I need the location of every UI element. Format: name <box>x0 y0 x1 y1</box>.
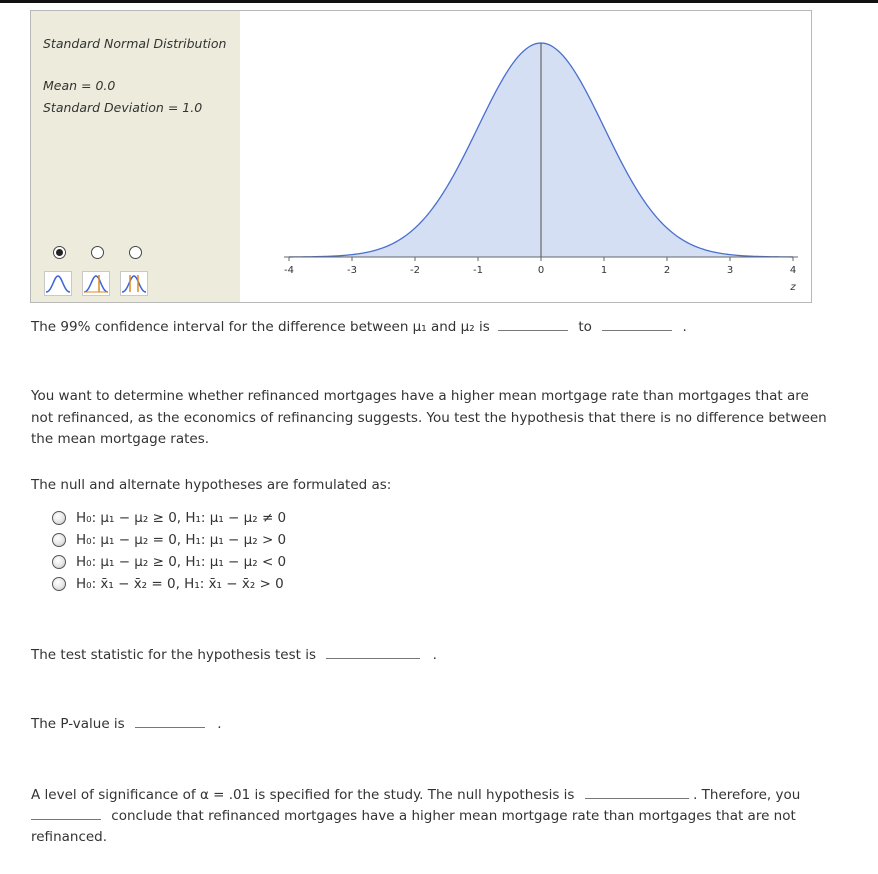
x-tick-label: -1 <box>473 265 483 276</box>
radio-button[interactable] <box>52 555 66 569</box>
mean-label: Mean = 0.0 <box>43 78 116 93</box>
test-statistic-input[interactable] <box>326 644 420 659</box>
ci-text: The 99% confidence interval for the difference between μ₁ and μ₂ is <box>31 319 490 335</box>
hypothesis-option-text: H₀: μ₁ − μ₂ = 0, H₁: μ₁ − μ₂ > 0 <box>76 532 287 548</box>
view-radio-left-tail[interactable] <box>91 246 104 259</box>
ci-lower-input[interactable] <box>498 316 568 331</box>
left-tail-icon[interactable] <box>82 271 110 296</box>
pvalue-text: The P-value is <box>31 716 125 732</box>
radio-button[interactable] <box>52 511 66 525</box>
ci-to-label: to <box>578 319 592 335</box>
distribution-side-panel <box>31 11 240 302</box>
ci-question <box>31 316 687 337</box>
null-hypothesis-decision-dropdown[interactable] <box>585 784 689 799</box>
test-statistic-question <box>31 644 437 665</box>
sd-label: Standard Deviation = 1.0 <box>43 100 203 115</box>
hypotheses-intro: The null and alternate hypotheses are formulated as: <box>31 477 392 493</box>
x-axis-label: z <box>790 282 796 293</box>
test-statistic-text: The test statistic for the hypothesis test is <box>31 647 316 663</box>
view-radio-two-tail[interactable] <box>129 246 142 259</box>
normal-distribution-chart <box>241 11 811 302</box>
significance-line-2 <box>31 805 796 826</box>
distribution-widget <box>30 10 812 303</box>
significance-line-3: refinanced. <box>31 829 108 845</box>
x-tick-label: 2 <box>663 265 671 276</box>
hypothesis-option-text: H₀: x̄₁ − x̄₂ = 0, H₁: x̄₁ − x̄₂ > 0 <box>76 576 284 592</box>
normal-curve-icon[interactable] <box>44 271 72 296</box>
x-tick-label: -4 <box>284 265 294 276</box>
significance-line-1 <box>31 784 800 805</box>
x-tick-label: 1 <box>600 265 608 276</box>
ci-end-period: . <box>682 319 687 335</box>
pvalue-end: . <box>217 716 222 732</box>
x-tick-label: 0 <box>537 265 545 276</box>
conclusion-text: conclude that refinanced mortgages have a higher mean mortgage rate than mortgages that are not <box>111 808 796 824</box>
conclusion-dropdown[interactable] <box>31 805 101 820</box>
significance-therefore: . Therefore, you <box>693 787 801 803</box>
pvalue-input[interactable] <box>135 713 205 728</box>
test-statistic-end: . <box>432 647 437 663</box>
hypothesis-option-text: H₀: μ₁ − μ₂ ≥ 0, H₁: μ₁ − μ₂ ≠ 0 <box>76 510 287 526</box>
two-tail-icon[interactable] <box>120 271 148 296</box>
x-tick-label: -2 <box>410 265 420 276</box>
x-tick-label: 4 <box>789 265 797 276</box>
ci-upper-input[interactable] <box>602 316 672 331</box>
top-border <box>0 0 878 3</box>
distribution-title: Standard Normal Distribution <box>43 36 227 51</box>
scenario-text: You want to determine whether refinanced mortgages have a higher mean mortgage rate than mortgages that are not refinanced, as the economics of refinancing suggests. You test the hypothesis that there is no difference between the mean mortgage rates. <box>31 388 827 447</box>
radio-button[interactable] <box>52 533 66 547</box>
hypothesis-option-text: H₀: μ₁ − μ₂ ≥ 0, H₁: μ₁ − μ₂ < 0 <box>76 554 287 570</box>
pvalue-question <box>31 713 222 734</box>
x-tick-label: -3 <box>347 265 357 276</box>
significance-text: A level of significance of α = .01 is specified for the study. The null hypothesis is <box>31 787 575 803</box>
view-radio-normal[interactable] <box>53 246 66 259</box>
x-tick-label: 3 <box>726 265 734 276</box>
radio-button[interactable] <box>52 577 66 591</box>
